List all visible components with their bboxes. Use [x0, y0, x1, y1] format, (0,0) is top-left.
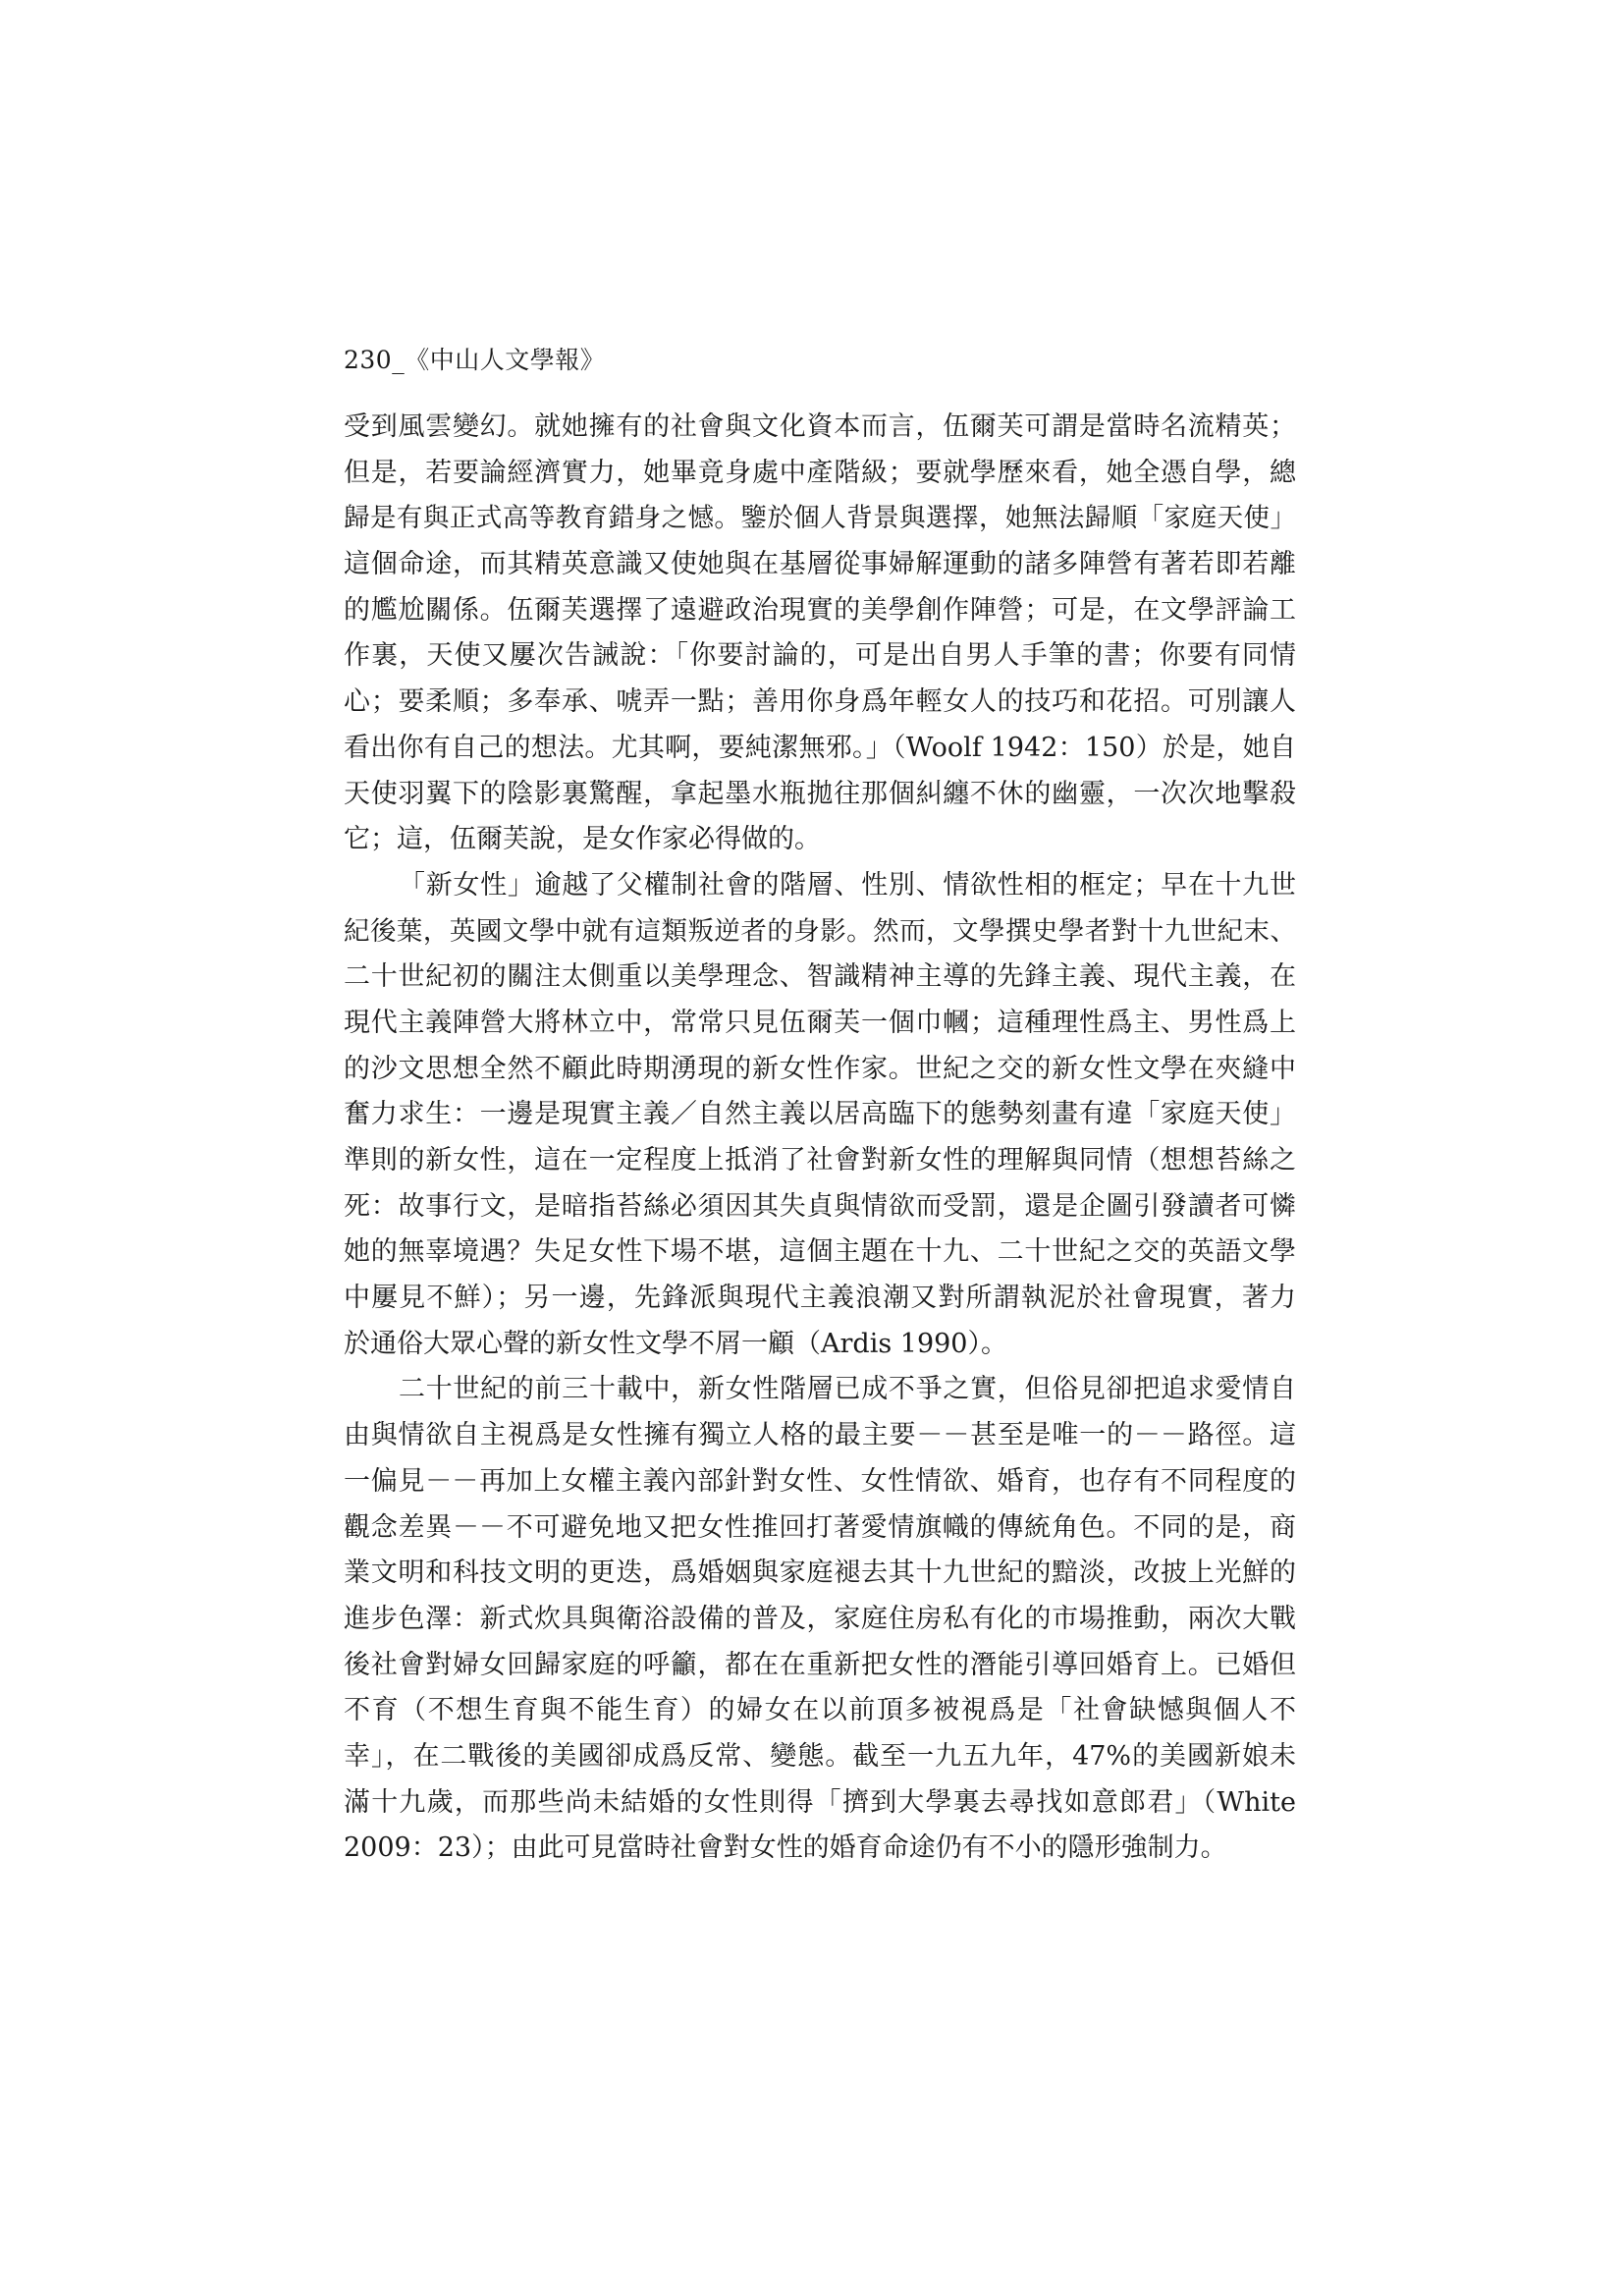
text-line: 後社會對婦女回歸家庭的呼籲，都在在重新把女性的潛能引導回婚育上。已婚但 [344, 1649, 1296, 1680]
text-line: 中屢見不鮮）；另一邊，先鋒派與現代主義浪潮又對所謂執泥於社會現實，著力 [344, 1283, 1296, 1314]
text-line: 受到風雲變幻。就她擁有的社會與文化資本而言，伍爾芙可謂是當時名流精英； [344, 411, 1296, 442]
text-line: 由與情欲自主視爲是女性擁有獨立人格的最主要－－甚至是唯一的－－路徑。這 [344, 1420, 1296, 1451]
text-line: 二十世紀初的關注太側重以美學理念、智識精神主導的先鋒主義、現代主義，在 [344, 961, 1296, 993]
text-line: 「新女性」逾越了父權制社會的階層、性別、情欲性相的框定；早在十九世 [399, 869, 1296, 901]
text-line: 一偏見－－再加上女權主義內部針對女性、女性情欲、婚育，也存有不同程度的 [344, 1465, 1296, 1497]
paragraph-3 [344, 1367, 1296, 1872]
text-line: 觀念差異－－不可避免地又把女性推回打著愛情旗幟的傳統角色。不同的是，商 [344, 1511, 1296, 1543]
text-line: 死：故事行文，是暗指苔絲必須因其失貞與情欲而受罰，還是企圖引發讀者可憐 [344, 1190, 1296, 1222]
text-line: 於通俗大眾心聲的新女性文學不屑一顧（Ardis 1990）。 [344, 1328, 1007, 1359]
text-line: 準則的新女性，這在一定程度上抵消了社會對新女性的理解與同情（想想苔絲之 [344, 1145, 1296, 1175]
text-line: 現代主義陣營大將林立中，常常只見伍爾芙一個巾幗；這種理性爲主、男性爲上 [344, 1007, 1296, 1038]
text-line: 作裏，天使又屢次告誡說：「你要討論的，可是出自男人手筆的書；你要有同情 [344, 640, 1296, 672]
paragraph-1 [344, 405, 1296, 863]
text-line: 進步色澤：新式炊具與衛浴設備的普及，家庭住房私有化的市場推動，兩次大戰 [344, 1603, 1296, 1634]
text-line: 紀後葉，英國文學中就有這類叛逆者的身影。然而，文學撰史學者對十九世紀末、 [344, 915, 1296, 947]
text-line: 奮力求生：一邊是現實主義／自然主義以居高臨下的態勢刻畫有違「家庭天使」 [344, 1099, 1296, 1130]
text-line: 的尷尬關係。伍爾芙選擇了遠避政治現實的美學創作陣營；可是，在文學評論工 [344, 594, 1296, 626]
body-text [344, 405, 1296, 1872]
text-line: 它；這，伍爾芙說，是女作家必得做的。 [344, 824, 821, 855]
text-line: 天使羽翼下的陰影裏驚醒，拿起墨水瓶拋往那個糾纏不休的幽靈，一次次地擊殺 [344, 778, 1296, 809]
text-line: 她的無辜境遇？失足女性下場不堪，這個主題在十九、二十世紀之交的英語文學 [344, 1236, 1296, 1268]
text-line: 滿十九歲，而那些尚未結婚的女性則得「擠到大學裏去尋找如意郎君」（White [344, 1786, 1296, 1818]
paragraph-2 [344, 863, 1296, 1368]
text-line: 但是，若要論經濟實力，她畢竟身處中產階級；要就學歷來看，她全憑自學，總 [344, 457, 1296, 488]
text-line: 看出你有自己的想法。尤其啊，要純潔無邪。」（Woolf 1942：150）於是，她自 [344, 732, 1296, 763]
running-header: 230_《中山人文學報》 [344, 346, 606, 374]
text-line: 這個命途，而其精英意識又使她與在基層從事婦解運動的諸多陣營有著若即若離 [344, 549, 1296, 580]
text-line: 業文明和科技文明的更迭，爲婚姻與家庭褪去其十九世紀的黯淡，改披上光鮮的 [344, 1558, 1296, 1589]
text-line: 心；要柔順；多奉承、唬弄一點；善用你身爲年輕女人的技巧和花招。可別讓人 [344, 686, 1296, 718]
text-line: 歸是有與正式高等教育錯身之憾。鑒於個人背景與選擇，她無法歸順「家庭天使」 [344, 503, 1296, 534]
text-line: 二十世紀的前三十載中，新女性階層已成不爭之實，但俗見卻把追求愛情自 [399, 1374, 1296, 1405]
text-line: 的沙文思想全然不顧此時期湧現的新女性作家。世紀之交的新女性文學在夾縫中 [344, 1053, 1296, 1084]
text-line: 2009：23）；由此可見當時社會對女性的婚育命途仍有不小的隱形強制力。 [344, 1832, 1227, 1864]
text-line: 不育（不想生育與不能生育）的婦女在以前頂多被視爲是「社會缺憾與個人不 [344, 1695, 1296, 1726]
text-line: 幸」，在二戰後的美國卻成爲反常、變態。截至一九五九年，47%的美國新娘未 [344, 1740, 1296, 1772]
